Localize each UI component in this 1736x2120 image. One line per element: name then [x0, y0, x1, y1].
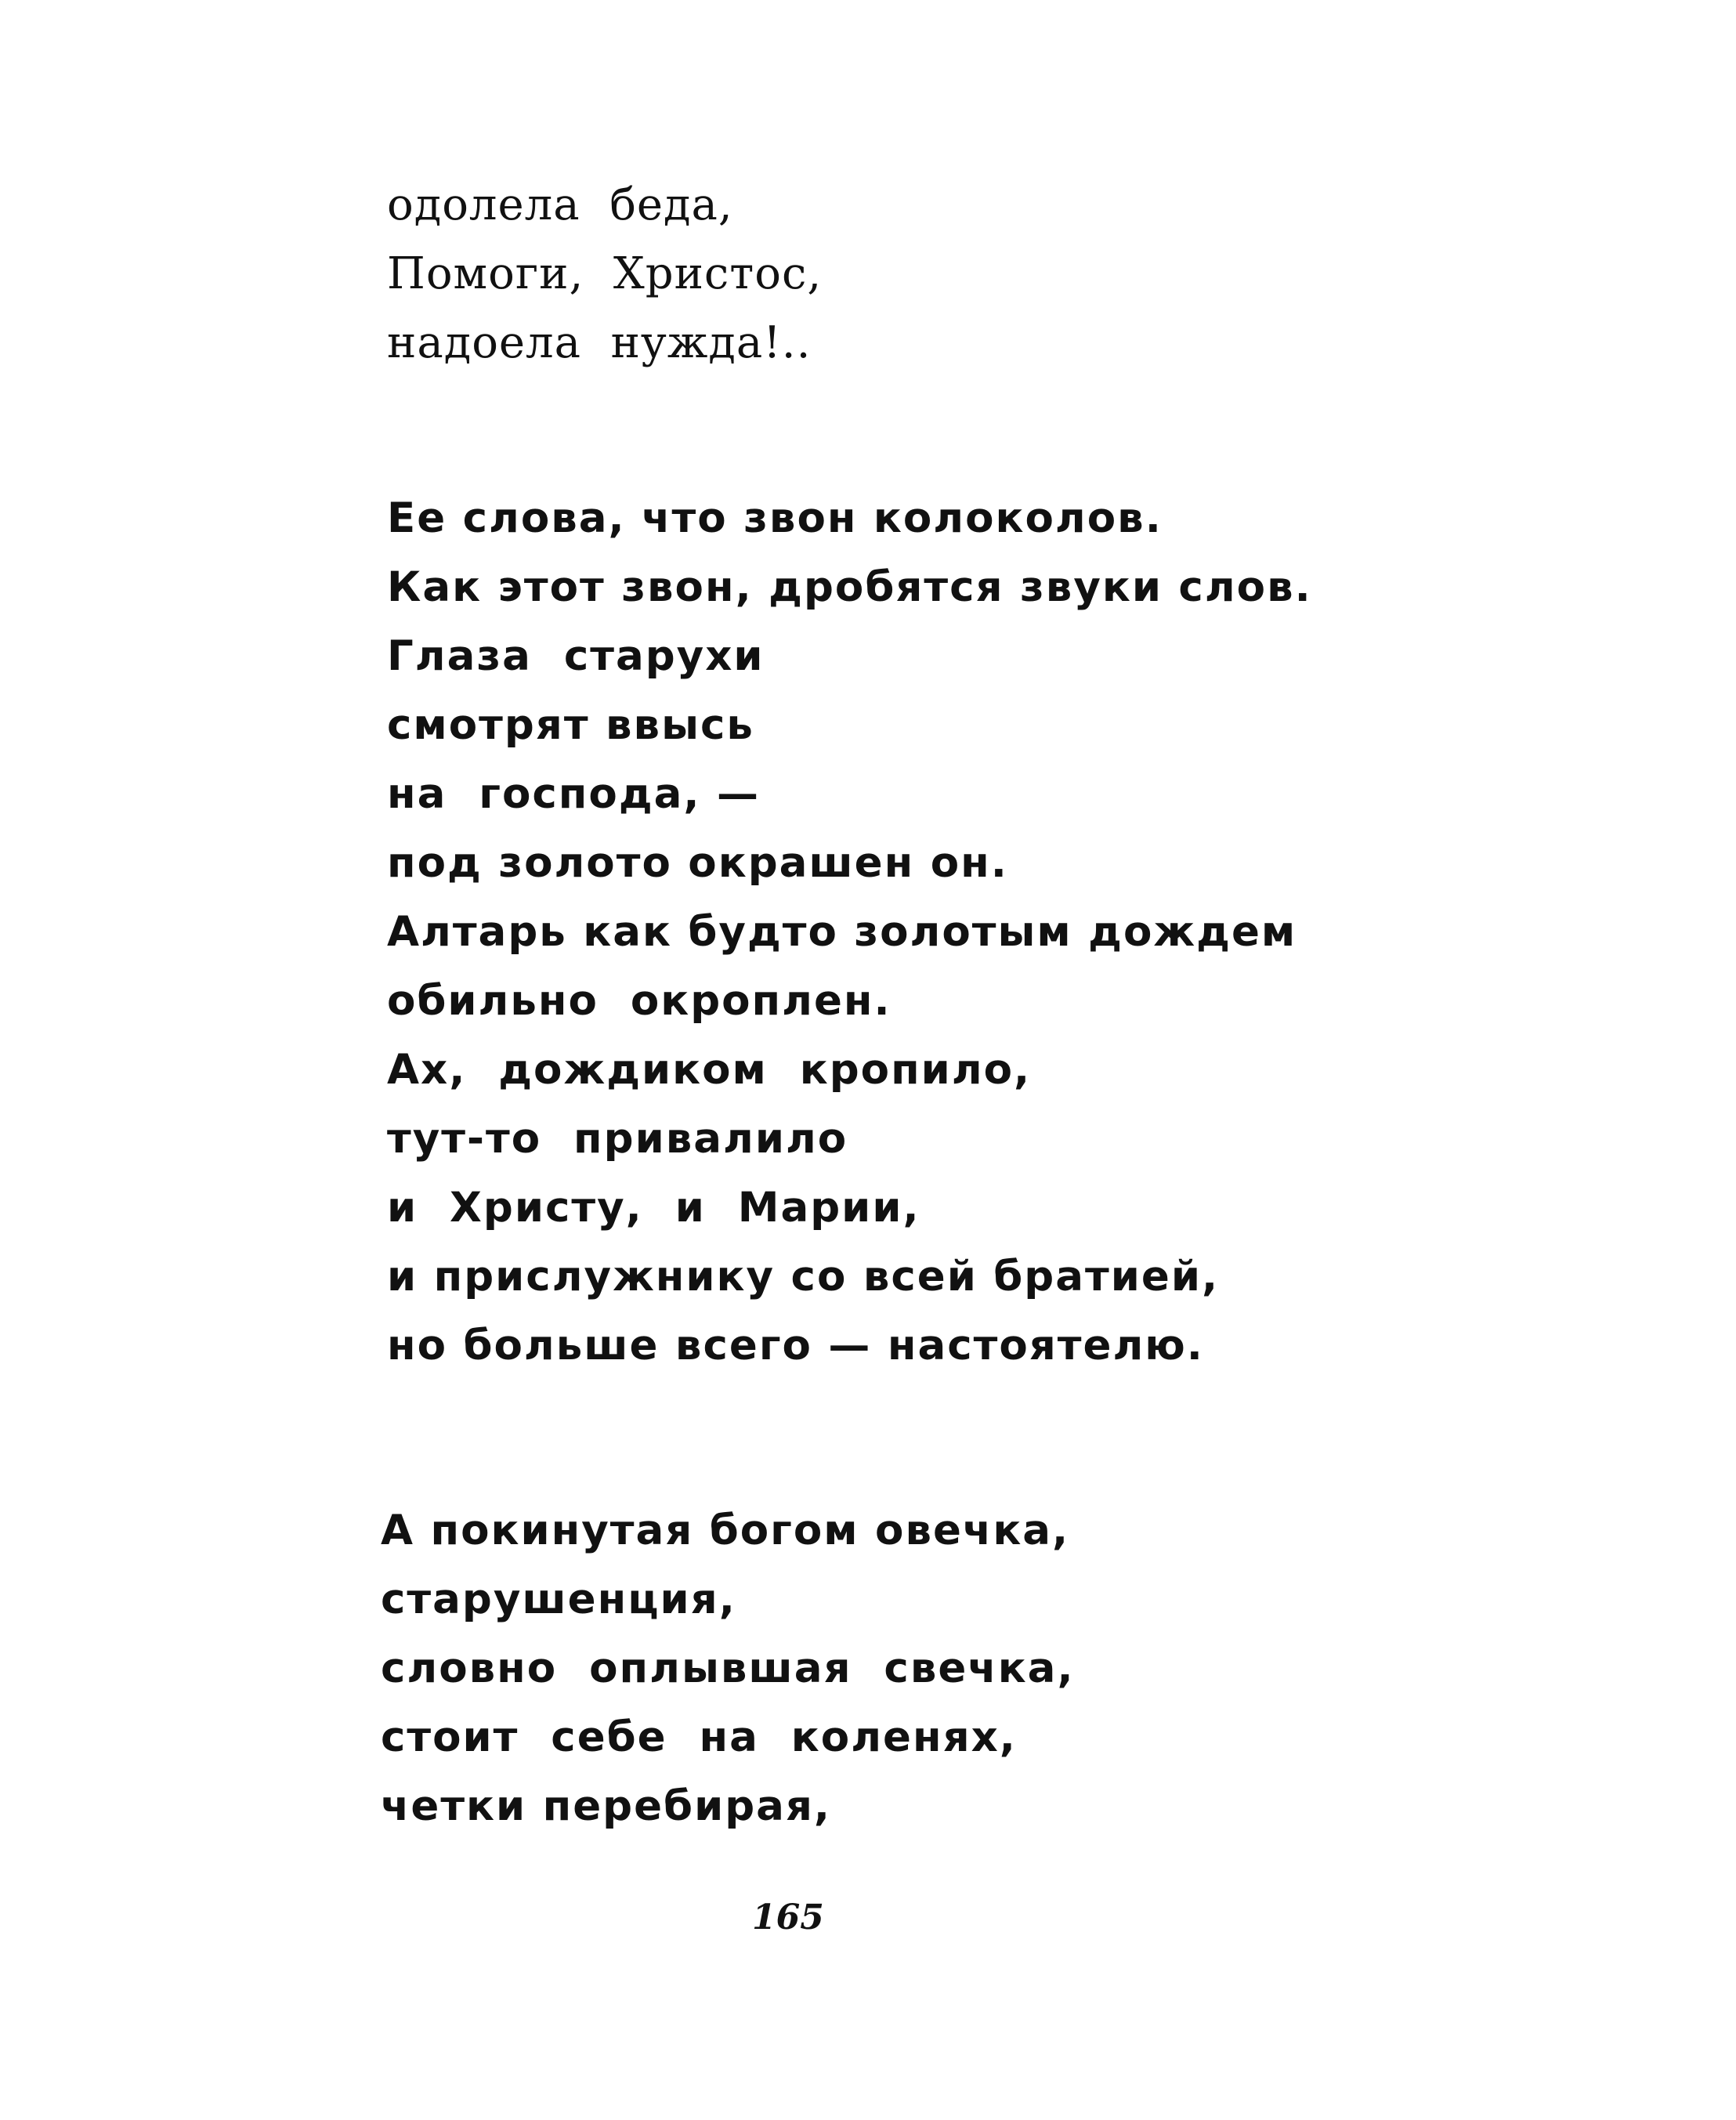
stanza-1 — [387, 171, 822, 378]
verse-line: Помоги, Христос, — [387, 248, 823, 299]
verse-line: обильно окроплен. — [387, 977, 892, 1025]
verse-line: смотрят ввысь — [387, 701, 754, 749]
verse-line: Алтарь как будто золотым дождем — [387, 908, 1297, 956]
verse-line: тут-то привалило — [387, 1115, 848, 1163]
verse-line: словно оплывшая свечка, — [381, 1644, 1075, 1692]
verse-line: и Христу, и Марии, — [387, 1184, 920, 1232]
verse-line: Глаза старухи — [387, 632, 765, 680]
verse-line: на господа, — — [387, 770, 760, 818]
verse-line: Ее слова, что звон колоколов. — [387, 494, 1163, 542]
verse-line: четки перебирая, — [381, 1782, 832, 1830]
verse-line: одолела беда, — [387, 179, 733, 230]
stanza-2 — [387, 484, 1312, 1380]
verse-line: старушенция, — [381, 1576, 736, 1623]
verse-line: надоела нужда!.. — [387, 317, 812, 368]
verse-line: стоит себе на коленях, — [381, 1713, 1017, 1761]
verse-line: Как этот звон, дробятся звуки слов. — [387, 563, 1312, 611]
stanza-3 — [381, 1496, 1075, 1841]
verse-line: и прислужнику со всей братией, — [387, 1253, 1220, 1301]
page-number: 165 — [752, 1898, 824, 1937]
verse-line: под золото окрашен он. — [387, 839, 1008, 887]
verse-line: А покинутая богом овечка, — [381, 1507, 1070, 1554]
verse-line: но больше всего — настоятелю. — [387, 1322, 1204, 1369]
verse-line: Ах, дождиком кропило, — [387, 1046, 1032, 1094]
